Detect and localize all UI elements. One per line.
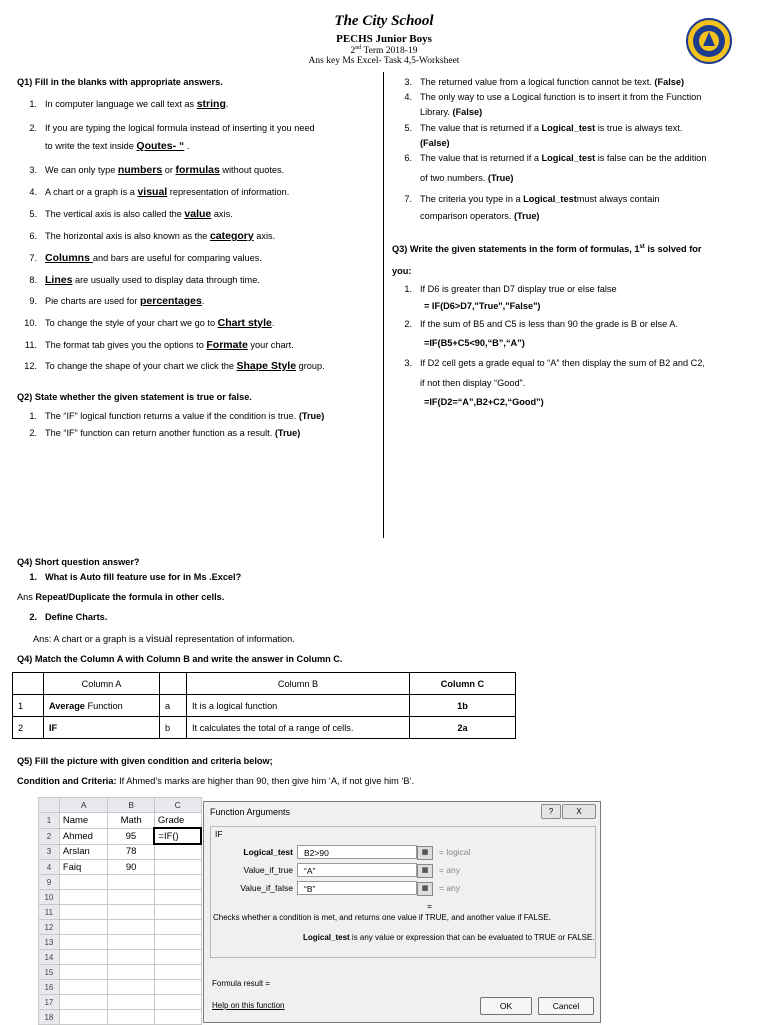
q2-item — [392, 92, 701, 102]
sheet-cell[interactable] — [108, 920, 154, 935]
arg-label: Value_if_false — [240, 883, 293, 893]
table-row — [39, 844, 202, 860]
q1-item — [17, 295, 204, 307]
text-span: and bars are useful for comparing values. — [92, 253, 262, 263]
range-picker-icon[interactable]: ▦ — [417, 864, 433, 878]
q2-item — [392, 211, 540, 221]
text-span: The returned value from a logical function cannot be text. — [420, 77, 655, 87]
sheet-cell[interactable] — [108, 1010, 154, 1025]
arg-label: Logical_test — [243, 847, 293, 857]
sheet-cell[interactable] — [154, 905, 201, 920]
q2-item — [392, 194, 660, 204]
text-span: . — [271, 318, 275, 328]
sheet-cell[interactable] — [59, 950, 108, 965]
dialog-title: Function Arguments — [210, 807, 291, 817]
q3-formula — [424, 338, 525, 348]
row-header[interactable]: 4 — [39, 860, 60, 875]
text-span: Shape Style — [236, 360, 297, 372]
text-span: 1. — [29, 99, 37, 109]
cancel-button[interactable]: Cancel — [538, 997, 594, 1015]
q3-item — [392, 358, 705, 368]
sheet-cell[interactable] — [59, 995, 108, 1010]
text-span: Chart style — [217, 317, 272, 329]
match-cell: IF — [44, 717, 160, 739]
text-span: are usually used to display data through time. — [72, 275, 260, 285]
text-span: Logical_test — [523, 194, 577, 204]
text-span: 5. — [29, 209, 37, 219]
sheet-cell[interactable] — [59, 1010, 108, 1025]
text-span: (True) — [298, 411, 325, 421]
text-span: must always contain — [576, 194, 660, 204]
q2-item — [392, 173, 513, 183]
match-header-row — [13, 673, 516, 695]
row-header[interactable]: 13 — [39, 935, 60, 950]
match-cell: It is a logical function — [187, 695, 410, 717]
table-row — [39, 875, 202, 890]
q3-heading: Q3) Write the given statements in the form of formulas, 1st is solved for — [392, 244, 702, 255]
text-span: The “IF” function can return another function as a result. — [45, 428, 275, 438]
text-span: 11. — [24, 340, 37, 350]
sheet-cell[interactable] — [59, 935, 108, 950]
sheet-cell[interactable]: Ahmed — [59, 828, 108, 844]
sheet-cell[interactable] — [59, 920, 108, 935]
q1-item — [17, 140, 189, 152]
sheet-cell[interactable]: Arslan — [59, 844, 108, 860]
text-span: comparison operators. — [420, 211, 514, 221]
text-span: visual — [137, 186, 168, 198]
text-span: your chart. — [247, 340, 294, 350]
sheet-cell[interactable]: Faiq — [59, 860, 108, 875]
function-arguments-dialog — [203, 801, 601, 1023]
text-span: 1. — [404, 284, 412, 294]
text-span: 9. — [29, 296, 37, 306]
sheet-cell[interactable]: 90 — [108, 860, 154, 875]
match-header-cell: Column B — [187, 673, 410, 695]
text-span: axis. — [211, 209, 233, 219]
text-span: (False) — [654, 77, 685, 87]
row-header[interactable]: 18 — [39, 1010, 60, 1025]
excel-sheet[interactable] — [38, 797, 202, 1024]
text-span: If D6 is greater than D7 display true or else false — [420, 284, 617, 294]
text-span: if not then display “Good”. — [420, 378, 526, 388]
text-span: . — [225, 99, 229, 109]
sheet-cell[interactable] — [59, 875, 108, 890]
sheet-cell[interactable] — [59, 905, 108, 920]
row-header[interactable]: 2 — [39, 828, 60, 844]
sheet-cell[interactable] — [108, 995, 154, 1010]
text-span: 7. — [29, 253, 37, 263]
text-span: Columns — [45, 252, 93, 264]
arg-result: = any — [439, 865, 461, 875]
text-span: Qoutes- “ — [136, 140, 185, 152]
text-span: is true is always text. — [595, 123, 683, 133]
formula-result: Formula result = — [212, 979, 271, 988]
q4-answer-2: Ans: A chart or a graph is a visual representation of information. — [33, 633, 295, 645]
q2-item — [392, 153, 707, 163]
sheet-grid — [38, 797, 202, 1025]
value-if-true-input[interactable]: “A” — [297, 863, 417, 877]
help-link[interactable]: Help on this function — [212, 1001, 285, 1010]
sheet-cell[interactable] — [154, 950, 201, 965]
match-cell: 1 — [13, 695, 44, 717]
text-span: 7. — [404, 194, 412, 204]
text-span: Pie charts are used for — [45, 296, 140, 306]
text-span: of two numbers. — [420, 173, 488, 183]
row-header[interactable]: 11 — [39, 905, 60, 920]
sheet-cell[interactable]: 95 — [108, 828, 154, 844]
function-name: IF — [215, 829, 223, 839]
row-header[interactable]: 1 — [39, 813, 60, 829]
q3-item — [392, 319, 678, 329]
text-span: group. — [296, 361, 325, 371]
table-row — [39, 935, 202, 950]
text-span: 4. — [404, 92, 412, 102]
sheet-cell[interactable] — [59, 890, 108, 905]
text-span: 4. — [29, 187, 37, 197]
q2-item — [392, 77, 684, 87]
corner-cell[interactable] — [39, 798, 60, 813]
q2-item — [17, 428, 300, 438]
text-span: In computer language we call text as — [45, 99, 197, 109]
q2-item — [17, 411, 324, 421]
sheet-cell[interactable] — [154, 965, 201, 980]
term-line: 2nd Term 2018-19 — [350, 45, 418, 57]
row-header[interactable]: 17 — [39, 995, 60, 1010]
q1-item — [17, 252, 262, 264]
text-span: The horizontal axis is also known as the — [45, 231, 210, 241]
table-row — [39, 828, 202, 844]
q1-item — [17, 274, 260, 286]
q1-item — [17, 339, 294, 351]
table-row — [39, 950, 202, 965]
sheet-cell[interactable] — [154, 844, 201, 860]
table-row — [39, 813, 202, 829]
sheet-cell[interactable] — [108, 950, 154, 965]
match-header-cell: Column A — [44, 673, 160, 695]
match-cell: a — [160, 695, 187, 717]
arg-result: = any — [439, 883, 461, 893]
text-span: (True) — [274, 428, 301, 438]
text-span: = IF(D6>D7,"True","False") — [424, 301, 541, 311]
text-span: =IF(D2=“A”,B2+C2,“Good”) — [424, 397, 544, 407]
text-span: To change the shape of your chart we click the — [45, 361, 237, 371]
sheet-cell[interactable] — [59, 965, 108, 980]
text-span: We can only type — [45, 165, 118, 175]
table-row — [39, 980, 202, 995]
arguments-group — [210, 826, 596, 958]
text-span: (True) — [487, 173, 514, 183]
text-span: string — [196, 98, 226, 110]
text-span: . — [184, 141, 190, 151]
sheet-cell[interactable] — [108, 980, 154, 995]
campus-name: PECHS Junior Boys — [336, 33, 432, 45]
text-span: 5. — [404, 123, 412, 133]
text-span: If the sum of B5 and C5 is less than 90 the grade is B or else A. — [420, 319, 678, 329]
sheet-cell[interactable] — [108, 890, 154, 905]
row-header[interactable]: 15 — [39, 965, 60, 980]
range-picker-icon[interactable]: ▦ — [417, 882, 433, 896]
argument-description: Logical_test is any value or expression that can be evaluated to TRUE or FALSE. — [303, 933, 595, 942]
text-span: 2. — [29, 123, 37, 133]
value-if-false-input[interactable]: “B” — [297, 881, 417, 895]
table-row — [13, 695, 516, 717]
q2-item — [392, 138, 450, 148]
q4-item-2: 2. Define Charts. — [29, 612, 108, 622]
sheet-cell[interactable] — [154, 1010, 201, 1025]
sheet-cell[interactable] — [154, 875, 201, 890]
row-header[interactable]: 3 — [39, 844, 60, 860]
text-span: 3. — [29, 165, 37, 175]
q1-item — [17, 208, 233, 220]
table-row — [13, 717, 516, 739]
sheet-cell[interactable] — [108, 905, 154, 920]
table-row — [39, 890, 202, 905]
q3-formula — [424, 397, 544, 407]
text-span: 6. — [29, 231, 37, 241]
sheet-cell[interactable]: Grade — [154, 813, 201, 829]
close-button[interactable]: X — [562, 804, 596, 819]
q3-heading-cont: you: — [392, 266, 412, 276]
match-cell: 2a — [410, 717, 516, 739]
sheet-cell[interactable] — [108, 875, 154, 890]
text-span: (True) — [513, 211, 540, 221]
table-row — [39, 995, 202, 1010]
q4-answer-1: Ans Repeat/Duplicate the formula in other cells. — [17, 592, 225, 602]
school-logo — [686, 18, 732, 64]
text-span: 1. — [29, 411, 37, 421]
q2-item — [392, 123, 682, 133]
help-button[interactable]: ? — [541, 804, 561, 819]
sheet-cell[interactable]: Math — [108, 813, 154, 829]
text-span: A chart or a graph is a — [45, 187, 138, 197]
text-span: (False) — [420, 138, 450, 148]
q2-heading: Q2) State whether the given statement is true or false. — [17, 392, 252, 402]
q1-item — [17, 122, 315, 134]
function-description: Checks whether a condition is met, and returns one value if TRUE, and another value if FALSE. — [213, 913, 551, 922]
school-name: The City School — [334, 13, 434, 29]
match-table — [12, 672, 516, 739]
match-header-cell — [160, 673, 187, 695]
text-span: If you are typing the logical formula instead of inserting it you need — [45, 123, 315, 133]
column-header-row — [39, 798, 202, 813]
text-span: 3. — [404, 77, 412, 87]
row-header[interactable]: 12 — [39, 920, 60, 935]
text-span: representation of information. — [167, 187, 290, 197]
text-span: If D2 cell gets a grade equal to “A” then display the sum of B2 and C2, — [420, 358, 705, 368]
row-header[interactable]: 16 — [39, 980, 60, 995]
column-header[interactable]: C — [154, 798, 201, 813]
text-span: . — [201, 296, 205, 306]
row-header[interactable]: 14 — [39, 950, 60, 965]
sheet-cell[interactable] — [154, 920, 201, 935]
text-span: 10. — [24, 318, 37, 328]
sheet-cell[interactable] — [108, 935, 154, 950]
text-span: 12. — [24, 361, 37, 371]
column-header[interactable]: A — [59, 798, 108, 813]
row-header[interactable]: 10 — [39, 890, 60, 905]
text-span: Logical_test — [541, 123, 596, 133]
text-span: 3. — [404, 358, 412, 368]
text-span: The value that is returned if a — [420, 153, 542, 163]
sheet-cell[interactable] — [154, 860, 201, 875]
arg-label: Value_if_true — [243, 865, 293, 875]
worksheet-title: Ans key Ms Excel- Task 4,5-Worksheet — [308, 56, 460, 66]
text-span: percentages — [139, 295, 202, 307]
q4-heading: Q4) Short question answer? — [17, 557, 140, 567]
column-divider — [383, 72, 384, 538]
text-span: 2. — [404, 319, 412, 329]
sheet-cell[interactable] — [59, 980, 108, 995]
q4-item-1: 1. What is Auto fill feature use for in Ms .Excel? — [29, 572, 242, 582]
text-span: Library. — [420, 107, 453, 117]
sheet-cell[interactable]: 78 — [108, 844, 154, 860]
text-span: (False) — [452, 107, 483, 117]
sheet-cell[interactable] — [154, 995, 201, 1010]
result-equals: = — [427, 901, 432, 911]
text-span: The criteria you type in a — [420, 194, 524, 204]
range-picker-icon[interactable]: ▦ — [417, 846, 433, 860]
q3-item — [392, 284, 617, 294]
text-span: value — [184, 208, 212, 220]
q5-condition: Condition and Criteria: If Ahmed’s marks are higher than 90, then give him ‘A, if not give him ‘B’. — [17, 776, 415, 786]
q3-item-cont — [420, 378, 525, 388]
sheet-cell[interactable] — [108, 965, 154, 980]
q1-item — [17, 317, 274, 329]
table-row — [39, 1010, 202, 1025]
column-header[interactable]: B — [108, 798, 154, 813]
match-header-cell: Column C — [410, 673, 516, 695]
table-row — [39, 860, 202, 875]
q5-heading: Q5) Fill the picture with given condition and criteria below; — [17, 756, 273, 766]
q2-item — [392, 107, 482, 117]
text-span: 2. — [29, 428, 37, 438]
text-span: 6. — [404, 153, 412, 163]
text-span: Formate — [206, 339, 248, 351]
sheet-cell[interactable] — [154, 980, 201, 995]
text-span: The “IF” logical function returns a value if the condition is true. — [45, 411, 299, 421]
match-cell: 1b — [410, 695, 516, 717]
text-span: axis. — [253, 231, 276, 241]
text-span: The value that is returned if a — [420, 123, 542, 133]
text-span: or — [162, 165, 176, 175]
sheet-cell[interactable]: Name — [59, 813, 108, 829]
match-cell: It calculates the total of a range of cells. — [187, 717, 410, 739]
ok-button[interactable]: OK — [480, 997, 532, 1015]
text-span: Logical_test — [541, 153, 596, 163]
text-span: =IF(B5+C5<90,“B”,“A”) — [424, 338, 525, 348]
q1-item — [17, 230, 275, 242]
table-row — [39, 920, 202, 935]
match-cell: b — [160, 717, 187, 739]
text-span: To change the style of your chart we go to — [45, 318, 218, 328]
row-header[interactable]: 9 — [39, 875, 60, 890]
q1-heading: Q1) Fill in the blanks with appropriate answers. — [17, 77, 223, 87]
match-header-cell — [13, 673, 44, 695]
arg-result: = logical — [439, 847, 471, 857]
logical-test-input[interactable]: B2>90 — [297, 845, 417, 859]
match-cell: Average Function — [44, 695, 160, 717]
text-span: Lines — [45, 274, 73, 286]
text-span: formulas — [175, 164, 220, 176]
text-span: The format tab gives you the options to — [45, 340, 207, 350]
text-span: The vertical axis is also called the — [45, 209, 185, 219]
text-span: The only way to use a Logical function is to insert it from the Function — [420, 92, 702, 102]
sheet-cell[interactable] — [154, 935, 201, 950]
text-span: to write the text inside — [45, 141, 137, 151]
table-row — [39, 905, 202, 920]
sheet-cell[interactable] — [154, 890, 201, 905]
text-span: category — [209, 230, 254, 242]
q3-formula — [424, 301, 540, 311]
q1-item — [17, 360, 325, 372]
text-span: is false can be the addition — [595, 153, 707, 163]
q1-item — [17, 164, 284, 176]
text-span: numbers — [117, 164, 163, 176]
match-cell: 2 — [13, 717, 44, 739]
sheet-cell[interactable]: =IF() — [154, 828, 201, 844]
q1-item — [17, 186, 289, 198]
q4-match-heading: Q4) Match the Column A with Column B and write the answer in Column C. — [17, 654, 343, 664]
table-row — [39, 965, 202, 980]
text-span: without quotes. — [219, 165, 285, 175]
text-span: 8. — [29, 275, 37, 285]
q1-item — [17, 98, 228, 110]
